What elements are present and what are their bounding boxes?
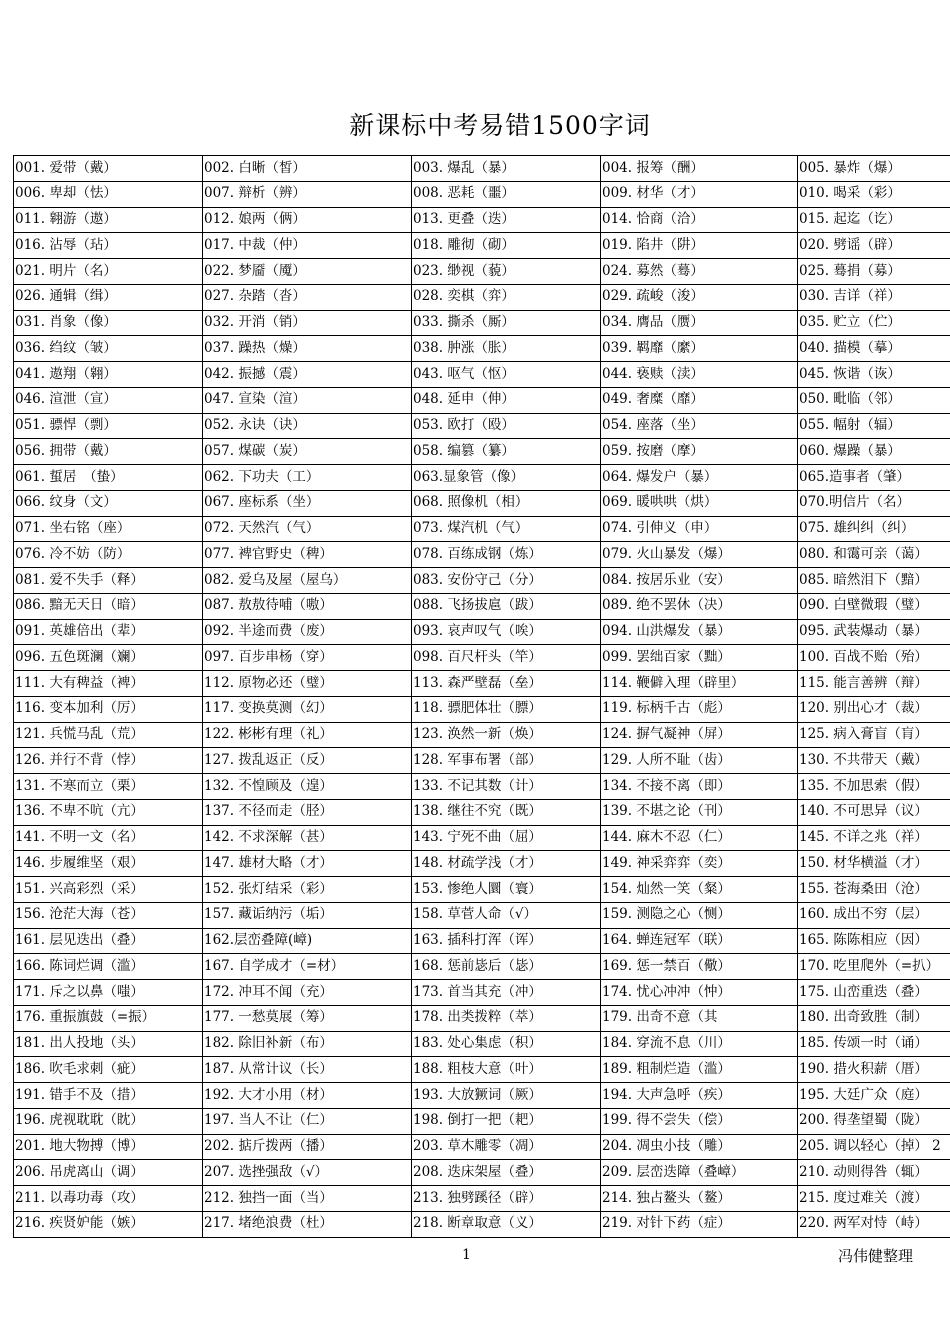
word-entry: 074. 引伸义（申） [601, 516, 798, 542]
word-entry: 167. 自学成才（=材） [203, 954, 412, 980]
word-entry: 162.层峦叠障(嶂) [203, 928, 412, 954]
word-entry: 151. 兴高彩烈（采） [14, 877, 203, 903]
word-entry: 169. 惩一禁百（儆） [601, 954, 798, 980]
word-entry: 200. 得垄望蜀（陇） [798, 1108, 950, 1134]
word-entry: 013. 更叠（迭） [412, 207, 601, 233]
word-entry: 041. 遨翔（翱） [14, 362, 203, 388]
word-entry: 196. 虎视耽耽（眈） [14, 1108, 203, 1134]
word-entry: 079. 火山暴发（爆） [601, 542, 798, 568]
table-row [14, 284, 950, 310]
word-entry: 154. 灿然一笑（粲） [601, 877, 798, 903]
table-row [14, 439, 950, 465]
word-entry: 184. 穿流不息（川） [601, 1031, 798, 1057]
table-row [14, 1108, 950, 1134]
word-entry: 006. 卑却（怯） [14, 181, 203, 207]
word-entry: 178. 出类拨粹（萃） [412, 1005, 601, 1031]
word-entry: 038. 肿涨（胀） [412, 336, 601, 362]
word-entry: 001. 爱带（戴） [14, 156, 203, 182]
word-entry: 085. 暗然泪下（黯） [798, 568, 950, 594]
word-entry: 027. 杂踏（沓） [203, 284, 412, 310]
table-row [14, 1134, 950, 1160]
word-entry: 147. 雄材大略（才） [203, 851, 412, 877]
word-entry: 005. 暴炸（爆） [798, 156, 950, 182]
word-entry: 047. 宣染（渲） [203, 387, 412, 413]
word-entry: 082. 爱乌及屋（屋乌） [203, 568, 412, 594]
word-entry: 115. 能言善辨（辩） [798, 671, 950, 697]
table-row [14, 362, 950, 388]
word-entry: 220. 两军对恃（峙） [798, 1211, 950, 1237]
word-table-body [14, 156, 950, 1238]
word-entry: 011. 翱游（遨） [14, 207, 203, 233]
word-entry: 177. 一愁莫展（筹） [203, 1005, 412, 1031]
table-row [14, 181, 950, 207]
word-entry: 030. 吉详（祥） [798, 284, 950, 310]
word-entry: 053. 欧打（殴） [412, 413, 601, 439]
table-row [14, 1005, 950, 1031]
table-row [14, 156, 950, 182]
word-entry: 059. 按磨（摩） [601, 439, 798, 465]
word-entry: 073. 煤汽机（气） [412, 516, 601, 542]
table-row [14, 207, 950, 233]
word-entry: 175. 山峦重迭（叠） [798, 980, 950, 1006]
word-entry: 157. 藏诟纳污（垢） [203, 902, 412, 928]
word-entry: 188. 粗枝大意（叶） [412, 1057, 601, 1083]
word-entry: 141. 不明一文（名） [14, 825, 203, 851]
word-entry: 028. 奕棋（弈） [412, 284, 601, 310]
word-entry: 034. 膺品（赝） [601, 310, 798, 336]
word-entry: 164. 蝉连冠军（联） [601, 928, 798, 954]
word-entry: 111. 大有稗益（裨） [14, 671, 203, 697]
word-entry: 163. 插科打浑（诨） [412, 928, 601, 954]
word-entry: 022. 梦靥（魇） [203, 259, 412, 285]
word-entry: 132. 不惶顾及（遑） [203, 774, 412, 800]
author-credit: 冯伟健整理 [838, 1247, 914, 1265]
word-entry: 067. 座标系（坐） [203, 490, 412, 516]
word-entry: 127. 拨乱返正（反） [203, 748, 412, 774]
word-entry: 206. 吊虎离山（调） [14, 1160, 203, 1186]
word-entry: 190. 措火积薪（厝） [798, 1057, 950, 1083]
word-entry: 139. 不堪之论（刊） [601, 799, 798, 825]
word-entry: 176. 重振旗鼓（=振） [14, 1005, 203, 1031]
word-entry: 126. 并行不背（悖） [14, 748, 203, 774]
word-entry: 095. 武装爆动（暴） [798, 619, 950, 645]
word-entry: 140. 不可思异（议） [798, 799, 950, 825]
table-row [14, 542, 950, 568]
word-entry: 018. 雕彻（砌） [412, 233, 601, 259]
word-entry: 124. 摒气凝神（屏） [601, 722, 798, 748]
word-entry: 089. 绝不罢休（决） [601, 593, 798, 619]
table-row [14, 516, 950, 542]
word-entry: 202. 掂斤拨两（播） [203, 1134, 412, 1160]
word-entry: 065.造事者（肇） [798, 465, 950, 491]
word-entry: 125. 病入膏盲（肓） [798, 722, 950, 748]
word-entry: 017. 中裁（仲） [203, 233, 412, 259]
word-entry: 063.显象管（像） [412, 465, 601, 491]
word-entry: 183. 处心集虑（积） [412, 1031, 601, 1057]
table-row [14, 928, 950, 954]
word-entry: 007. 辩析（辨） [203, 181, 412, 207]
word-entry: 090. 白壁微瑕（璧） [798, 593, 950, 619]
word-entry: 166. 陈词烂调（滥） [14, 954, 203, 980]
word-entry: 016. 沾辱（玷） [14, 233, 203, 259]
word-entry: 191. 错手不及（措） [14, 1083, 203, 1109]
word-entry: 080. 和霭可亲（蔼） [798, 542, 950, 568]
word-entry: 087. 敖敖待哺（嗷） [203, 593, 412, 619]
word-entry: 057. 煤碳（炭） [203, 439, 412, 465]
word-entry: 096. 五色斑澜（斓） [14, 645, 203, 671]
word-entry: 186. 吹毛求刺（疵） [14, 1057, 203, 1083]
word-entry: 144. 麻木不忍（仁） [601, 825, 798, 851]
word-entry: 012. 娘两（俩） [203, 207, 412, 233]
word-entry: 019. 陷井（阱） [601, 233, 798, 259]
table-row [14, 310, 950, 336]
table-row [14, 259, 950, 285]
word-entry: 122. 彬彬有理（礼） [203, 722, 412, 748]
word-entry: 035. 贮立（伫） [798, 310, 950, 336]
table-row [14, 671, 950, 697]
table-row [14, 645, 950, 671]
word-entry: 072. 天然汽（气） [203, 516, 412, 542]
word-entry: 120. 别出心才（裁） [798, 696, 950, 722]
word-entry: 094. 山洪爆发（暴） [601, 619, 798, 645]
word-entry: 060. 爆躁（暴） [798, 439, 950, 465]
word-entry: 088. 飞扬拔扈（跋） [412, 593, 601, 619]
word-entry: 092. 半途而费（废） [203, 619, 412, 645]
table-row [14, 825, 950, 851]
word-entry: 213. 独劈蹊径（辟） [412, 1186, 601, 1212]
word-entry: 179. 出奇不意（其 [601, 1005, 798, 1031]
table-row [14, 1031, 950, 1057]
word-entry: 078. 百练成钢（炼） [412, 542, 601, 568]
table-row [14, 722, 950, 748]
word-entry: 061. 蜇居 （蛰） [14, 465, 203, 491]
word-entry: 153. 惨绝人圜（寰） [412, 877, 601, 903]
word-entry: 032. 开消（销） [203, 310, 412, 336]
word-entry: 112. 原物必还（璧） [203, 671, 412, 697]
word-entry: 207. 选挫强敌（√） [203, 1160, 412, 1186]
word-entry: 214. 独占鳌头（鳌） [601, 1186, 798, 1212]
page-number: 1 [462, 1247, 471, 1263]
word-entry: 021. 明片（名） [14, 259, 203, 285]
word-entry: 015. 起迄（讫） [798, 207, 950, 233]
word-entry: 131. 不寒而立（栗） [14, 774, 203, 800]
word-entry: 137. 不径而走（胫） [203, 799, 412, 825]
word-entry: 161. 层见迭出（叠） [14, 928, 203, 954]
word-entry: 052. 永诀（诀） [203, 413, 412, 439]
word-entry: 008. 恶耗（噩） [412, 181, 601, 207]
word-entry: 216. 疾贤妒能（嫉） [14, 1211, 203, 1237]
word-entry: 201. 地大物搏（博） [14, 1134, 203, 1160]
word-entry: 113. 森严壁磊（垒） [412, 671, 601, 697]
word-entry: 129. 人所不耻（齿） [601, 748, 798, 774]
table-row [14, 490, 950, 516]
table-row [14, 465, 950, 491]
table-row [14, 799, 950, 825]
word-entry: 168. 惩前毖后（毖） [412, 954, 601, 980]
word-entry: 002. 白晰（皙） [203, 156, 412, 182]
word-entry: 010. 喝采（彩） [798, 181, 950, 207]
word-entry: 215. 度过难关（渡） [798, 1186, 950, 1212]
word-entry: 158. 草菅人命（√） [412, 902, 601, 928]
word-entry: 142. 不求深解（甚） [203, 825, 412, 851]
word-entry: 135. 不加思索（假） [798, 774, 950, 800]
word-entry: 114. 鞭僻入理（辟里） [601, 671, 798, 697]
word-entry: 174. 忧心冲冲（忡） [601, 980, 798, 1006]
word-entry: 193. 大放獗词（厥） [412, 1083, 601, 1109]
table-row [14, 1186, 950, 1212]
word-entry: 086. 黯无天日（暗） [14, 593, 203, 619]
word-entry: 081. 爱不失手（释） [14, 568, 203, 594]
word-entry: 187. 从常计议（长） [203, 1057, 412, 1083]
table-row [14, 1083, 950, 1109]
table-row [14, 1057, 950, 1083]
word-entry: 152. 张灯结采（彩） [203, 877, 412, 903]
word-entry: 172. 冲耳不闻（充） [203, 980, 412, 1006]
word-entry: 121. 兵慌马乱（荒） [14, 722, 203, 748]
word-entry: 219. 对针下药（症） [601, 1211, 798, 1237]
word-entry: 045. 恢谐（诙） [798, 362, 950, 388]
word-entry: 211. 以毒功毒（攻） [14, 1186, 203, 1212]
word-entry: 020. 劈谣（辟） [798, 233, 950, 259]
word-entry: 133. 不记其数（计） [412, 774, 601, 800]
word-entry: 033. 撕杀（厮） [412, 310, 601, 336]
word-entry: 117. 变换莫测（幻） [203, 696, 412, 722]
word-entry: 204. 凋虫小技（雕） [601, 1134, 798, 1160]
word-entry: 197. 当人不让（仁） [203, 1108, 412, 1134]
table-row [14, 748, 950, 774]
word-entry: 099. 罢绌百家（黜） [601, 645, 798, 671]
word-entry: 043. 呕气（怄） [412, 362, 601, 388]
word-entry: 049. 奢糜（靡） [601, 387, 798, 413]
word-entry: 170. 吃里爬外（=扒） [798, 954, 950, 980]
word-entry: 146. 步履维坚（艰） [14, 851, 203, 877]
table-row [14, 954, 950, 980]
table-row [14, 696, 950, 722]
table-row [14, 877, 950, 903]
word-entry: 123. 涣然一新（焕） [412, 722, 601, 748]
word-entry: 165. 陈陈相应（因） [798, 928, 950, 954]
word-entry: 093. 哀声叹气（唉） [412, 619, 601, 645]
table-row [14, 774, 950, 800]
word-entry: 134. 不接不离（即） [601, 774, 798, 800]
word-entry: 044. 亵赎（渎） [601, 362, 798, 388]
word-entry: 097. 百步串杨（穿） [203, 645, 412, 671]
word-entry: 068. 照像机（相） [412, 490, 601, 516]
word-entry: 075. 雄纠纠（纠） [798, 516, 950, 542]
word-entry: 037. 躁热（燥） [203, 336, 412, 362]
word-entry: 205. 调以轻心（掉） 2 [798, 1134, 950, 1160]
table-row [14, 336, 950, 362]
word-entry: 084. 按居乐业（安） [601, 568, 798, 594]
word-entry: 171. 斥之以鼻（嗤） [14, 980, 203, 1006]
word-table [13, 155, 950, 1238]
word-entry: 058. 编篡（纂） [412, 439, 601, 465]
word-entry: 025. 蓦捐（募） [798, 259, 950, 285]
word-entry: 077. 裨官野史（稗） [203, 542, 412, 568]
word-entry: 042. 振撼（震） [203, 362, 412, 388]
word-entry: 024. 募然（蓦） [601, 259, 798, 285]
word-entry: 051. 骠悍（剽） [14, 413, 203, 439]
word-entry: 023. 缈视（藐） [412, 259, 601, 285]
word-entry: 069. 暖哄哄（烘） [601, 490, 798, 516]
word-entry: 064. 爆发户（暴） [601, 465, 798, 491]
word-entry: 036. 绉纹（皱） [14, 336, 203, 362]
table-row [14, 233, 950, 259]
word-entry: 148. 材疏学浅（才） [412, 851, 601, 877]
word-entry: 116. 变本加利（厉） [14, 696, 203, 722]
word-entry: 189. 粗制烂造（滥） [601, 1057, 798, 1083]
table-row [14, 851, 950, 877]
word-entry: 118. 骠肥体壮（膘） [412, 696, 601, 722]
word-entry: 156. 沧茫大海（苍） [14, 902, 203, 928]
word-entry: 210. 动则得咎（辄） [798, 1160, 950, 1186]
word-entry: 004. 报筹（酬） [601, 156, 798, 182]
table-row [14, 619, 950, 645]
word-entry: 098. 百尺杆头（竿） [412, 645, 601, 671]
word-entry: 128. 军事布署（部） [412, 748, 601, 774]
word-entry: 070.明信片（名） [798, 490, 950, 516]
word-entry: 055. 幅射（辐） [798, 413, 950, 439]
word-entry: 050. 毗临（邻） [798, 387, 950, 413]
word-entry: 180. 出奇致胜（制） [798, 1005, 950, 1031]
word-entry: 026. 通辑（缉） [14, 284, 203, 310]
word-entry: 217. 堵绝浪费（杜） [203, 1211, 412, 1237]
word-entry: 062. 下功夫（工） [203, 465, 412, 491]
word-entry: 136. 不卑不吭（亢） [14, 799, 203, 825]
word-entry: 218. 断章取意（义） [412, 1211, 601, 1237]
table-row [14, 593, 950, 619]
table-row [14, 980, 950, 1006]
word-entry: 100. 百战不贻（殆） [798, 645, 950, 671]
word-entry: 209. 层峦迭障（叠嶂） [601, 1160, 798, 1186]
word-entry: 173. 首当其充（冲） [412, 980, 601, 1006]
word-entry: 194. 大声急呼（疾） [601, 1083, 798, 1109]
word-entry: 056. 拥带（戴） [14, 439, 203, 465]
table-row [14, 1211, 950, 1237]
table-row [14, 568, 950, 594]
word-entry: 091. 英雄倍出（辈） [14, 619, 203, 645]
word-entry: 212. 独挡一面（当） [203, 1186, 412, 1212]
page-title: 新课标中考易错1500字词 [349, 111, 651, 140]
word-entry: 182. 除旧补新（布） [203, 1031, 412, 1057]
word-entry: 203. 草木雕零（凋） [412, 1134, 601, 1160]
word-entry: 160. 成出不穷（层） [798, 902, 950, 928]
word-entry: 071. 坐右铭（座） [14, 516, 203, 542]
word-entry: 149. 神采弈弈（奕） [601, 851, 798, 877]
word-entry: 119. 标柄千古（彪） [601, 696, 798, 722]
word-entry: 159. 测隐之心（恻） [601, 902, 798, 928]
word-entry: 192. 大才小用（材） [203, 1083, 412, 1109]
word-entry: 083. 安份守己（分） [412, 568, 601, 594]
word-entry: 054. 座落（坐） [601, 413, 798, 439]
word-entry: 039. 羁靡（縻） [601, 336, 798, 362]
table-row [14, 902, 950, 928]
word-entry: 208. 迭床架屋（叠） [412, 1160, 601, 1186]
word-entry: 195. 大廷广众（庭） [798, 1083, 950, 1109]
table-row [14, 1160, 950, 1186]
word-entry: 031. 肖象（像） [14, 310, 203, 336]
word-entry: 009. 材华（才） [601, 181, 798, 207]
table-row [14, 387, 950, 413]
word-entry: 185. 传颂一时（诵） [798, 1031, 950, 1057]
word-entry: 046. 渲泄（宣） [14, 387, 203, 413]
word-entry: 029. 疏峻（浚） [601, 284, 798, 310]
word-entry: 003. 爆乱（暴） [412, 156, 601, 182]
word-entry: 143. 宁死不曲（屈） [412, 825, 601, 851]
word-entry: 145. 不详之兆（祥） [798, 825, 950, 851]
word-entry: 198. 倒打一把（耙） [412, 1108, 601, 1134]
word-entry: 150. 材华横溢（才） [798, 851, 950, 877]
word-entry: 040. 描模（摹） [798, 336, 950, 362]
word-entry: 066. 纹身（文） [14, 490, 203, 516]
word-entry: 155. 苍海桑田（沧） [798, 877, 950, 903]
word-entry: 138. 继往不究（既） [412, 799, 601, 825]
word-entry: 181. 出人投地（头） [14, 1031, 203, 1057]
word-entry: 048. 延申（伸） [412, 387, 601, 413]
word-entry: 199. 得不尝失（偿） [601, 1108, 798, 1134]
word-entry: 014. 恰商（洽） [601, 207, 798, 233]
table-row [14, 413, 950, 439]
word-entry: 076. 冷不妨（防） [14, 542, 203, 568]
word-entry: 130. 不共带天（戴） [798, 748, 950, 774]
